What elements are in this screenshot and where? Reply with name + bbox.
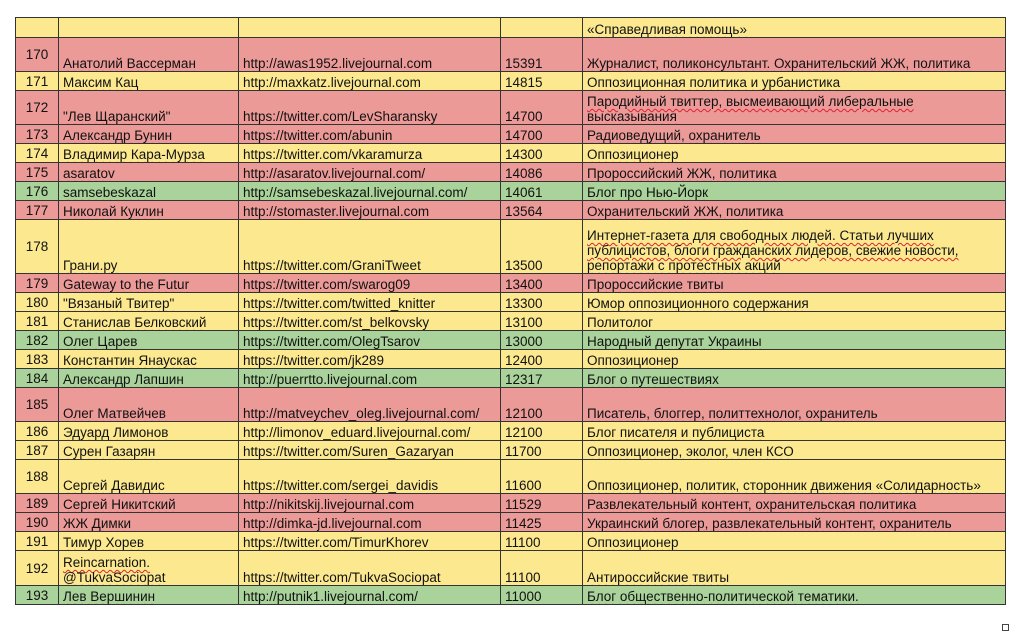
subscribers-cell[interactable]	[501, 422, 583, 441]
description-cell[interactable]	[583, 182, 1006, 201]
name-cell[interactable]	[59, 18, 239, 38]
url-cell[interactable]	[239, 38, 501, 72]
description-cell-text: Радиоведущий, охранитель	[587, 128, 761, 143]
subscribers-cell-text: 13500	[505, 258, 543, 273]
subscribers-cell[interactable]	[501, 220, 583, 274]
spreadsheet	[15, 17, 1006, 605]
table-row	[16, 586, 1006, 605]
table-row	[16, 144, 1006, 163]
subscribers-cell[interactable]	[501, 388, 583, 422]
table-row	[16, 388, 1006, 422]
name-cell[interactable]	[59, 182, 239, 201]
url-cell[interactable]	[239, 312, 501, 331]
row-number-cell-text: 174	[25, 145, 49, 161]
description-cell-text: Юмор оппозиционного содержания	[587, 296, 809, 311]
description-cell-text: Развлекательный контент, охранительская политика	[587, 497, 917, 512]
subscribers-cell-text: 11100	[505, 535, 541, 550]
subscribers-cell-text: 13564	[505, 204, 543, 219]
url-cell[interactable]	[239, 220, 501, 274]
row-number-cell[interactable]	[16, 513, 59, 532]
subscribers-cell[interactable]	[501, 460, 583, 494]
row-number-cell[interactable]	[16, 551, 59, 586]
url-cell-text: https://twitter.com/Suren_Gazaryan	[243, 444, 454, 459]
name-cell-text: Сергей Никитский	[63, 497, 176, 512]
subscribers-cell-text: 13100	[505, 315, 543, 330]
url-cell[interactable]	[239, 388, 501, 422]
subscribers-cell[interactable]	[501, 513, 583, 532]
row-number-cell[interactable]	[16, 144, 59, 163]
subscribers-cell[interactable]	[501, 163, 583, 182]
subscribers-cell[interactable]	[501, 532, 583, 551]
url-cell[interactable]	[239, 182, 501, 201]
name-cell[interactable]	[59, 220, 239, 274]
name-cell-text: Станислав Белковский	[63, 315, 207, 330]
row-number-cell[interactable]	[16, 182, 59, 201]
table-row	[16, 350, 1006, 369]
row-number-cell-text: 191	[25, 533, 49, 549]
description-cell[interactable]	[583, 163, 1006, 182]
subscribers-cell[interactable]	[501, 312, 583, 331]
table-row	[16, 125, 1006, 144]
name-cell[interactable]	[59, 201, 239, 220]
url-cell-text: https://twitter.com/st_belkovsky	[243, 315, 430, 330]
row-number-cell[interactable]	[16, 369, 59, 388]
description-cell-text: Журналист, поликонсультант. Охранительский ЖЖ, политика	[587, 56, 971, 71]
name-cell[interactable]	[59, 422, 239, 441]
description-cell-text: Пророссийский ЖЖ, политика	[587, 166, 777, 181]
subscribers-cell[interactable]	[501, 125, 583, 144]
name-cell-text: Александр Лапшин	[63, 372, 184, 387]
row-number-cell-text: 173	[25, 126, 49, 142]
url-cell-text: http://putnik1.livejournal.com/	[243, 589, 418, 604]
name-cell-text: Reincarnation. @TukvaSociopat	[63, 555, 166, 585]
row-number-cell[interactable]	[16, 163, 59, 182]
row-number-cell[interactable]	[16, 350, 59, 369]
row-number-cell-text: 171	[25, 73, 49, 89]
description-cell-text: Политолог	[587, 315, 654, 330]
table-row	[16, 312, 1006, 331]
name-cell[interactable]	[59, 441, 239, 460]
subscribers-cell-text: 15391	[505, 56, 543, 71]
description-cell-text: Охранительский ЖЖ, политика	[587, 204, 784, 219]
name-cell-text: samsebeskazal	[63, 185, 157, 200]
subscribers-cell-text: 14061	[505, 185, 543, 200]
row-number-cell[interactable]	[16, 38, 59, 72]
description-cell-text: Оппозиционер, политик, сторонник движения «Солидарность»	[587, 478, 981, 493]
name-cell[interactable]	[59, 369, 239, 388]
row-number-cell-text: 192	[25, 560, 49, 576]
row-number-cell[interactable]	[16, 494, 59, 513]
url-cell[interactable]	[239, 144, 501, 163]
row-number-cell-text: 189	[25, 495, 49, 511]
row-number-cell[interactable]	[16, 388, 59, 422]
description-cell-text: Оппозиционер, эколог, член КСО	[587, 444, 794, 459]
table-row	[16, 441, 1006, 460]
subscribers-cell[interactable]	[501, 369, 583, 388]
url-cell[interactable]	[239, 441, 501, 460]
row-number-cell-text: 185	[25, 397, 49, 412]
description-cell[interactable]	[583, 441, 1006, 460]
row-number-cell[interactable]	[16, 441, 59, 460]
url-cell[interactable]	[239, 460, 501, 494]
subscribers-cell-text: 14815	[505, 75, 543, 90]
url-cell-text: http://samsebeskazal.livejournal.com/	[243, 185, 468, 200]
name-cell-text: Эдуард Лимонов	[63, 425, 169, 440]
row-number-cell[interactable]	[16, 72, 59, 91]
bloggers-table	[15, 17, 1006, 605]
row-number-cell-text: 182	[25, 332, 49, 348]
subscribers-cell-text: 11700	[505, 444, 542, 459]
url-cell[interactable]	[239, 201, 501, 220]
table-row	[16, 422, 1006, 441]
url-cell[interactable]	[239, 586, 501, 605]
name-cell[interactable]	[59, 144, 239, 163]
subscribers-cell[interactable]	[501, 441, 583, 460]
row-number-cell[interactable]	[16, 532, 59, 551]
description-cell-text: Блог о путешествиях	[587, 372, 719, 387]
subscribers-cell-text: 13000	[505, 334, 543, 349]
url-cell-text: http://matveychev_oleg.livejournal.com/	[243, 406, 480, 421]
url-cell-text: https://twitter.com/twitted_knitter	[243, 296, 436, 311]
name-cell[interactable]	[59, 551, 239, 586]
table-row	[16, 513, 1006, 532]
table-row	[16, 182, 1006, 201]
description-cell[interactable]	[583, 312, 1006, 331]
description-cell-text: Народный депутат Украины	[587, 334, 762, 349]
description-cell-text: Оппозиционер	[587, 535, 679, 550]
subscribers-cell-text: 14700	[505, 109, 543, 124]
description-cell[interactable]	[583, 331, 1006, 350]
row-number-cell-text: 190	[25, 514, 49, 530]
name-cell[interactable]	[59, 513, 239, 532]
row-number-cell-text: 183	[25, 351, 49, 367]
table-row	[16, 369, 1006, 388]
name-cell[interactable]	[59, 331, 239, 350]
name-cell-text: Тимур Хорев	[63, 535, 145, 550]
url-cell[interactable]	[239, 125, 501, 144]
row-number-cell[interactable]	[16, 422, 59, 441]
table-row	[16, 494, 1006, 513]
table-row	[16, 274, 1006, 293]
row-number-cell[interactable]	[16, 220, 59, 274]
row-number-cell[interactable]	[16, 331, 59, 350]
resize-handle[interactable]	[1002, 624, 1009, 631]
table-row	[16, 18, 1006, 38]
description-cell[interactable]	[583, 72, 1006, 91]
table-row	[16, 163, 1006, 182]
subscribers-cell[interactable]	[501, 72, 583, 91]
subscribers-cell-text: 12317	[505, 372, 543, 387]
subscribers-cell-text: 12100	[505, 425, 543, 440]
url-cell-text: https://twitter.com/LevSharansky	[243, 109, 438, 124]
url-cell-text: https://twitter.com/GraniTweet	[243, 258, 421, 273]
name-cell-text: Грани.ру	[63, 258, 118, 273]
table-row	[16, 38, 1006, 72]
row-number-cell[interactable]	[16, 201, 59, 220]
url-cell[interactable]	[239, 350, 501, 369]
row-number-cell-text: 176	[25, 183, 49, 199]
name-cell[interactable]	[59, 72, 239, 91]
subscribers-cell-text: 11600	[505, 478, 542, 493]
name-cell[interactable]	[59, 494, 239, 513]
row-number-cell-text: 175	[25, 164, 49, 180]
subscribers-cell[interactable]	[501, 293, 583, 312]
description-cell[interactable]	[583, 586, 1006, 605]
description-cell[interactable]	[583, 532, 1006, 551]
name-cell[interactable]	[59, 586, 239, 605]
subscribers-cell[interactable]	[501, 91, 583, 125]
url-cell[interactable]	[239, 551, 501, 586]
subscribers-cell[interactable]	[501, 331, 583, 350]
name-cell-text: Николай Куклин	[63, 204, 164, 219]
description-cell[interactable]	[583, 201, 1006, 220]
table-row	[16, 331, 1006, 350]
name-cell-text: "Лев Щаранский"	[63, 109, 171, 124]
description-cell-text: Оппозиционер	[587, 147, 679, 162]
url-cell-text: http://awas1952.livejournal.com	[243, 56, 433, 71]
subscribers-cell[interactable]	[501, 586, 583, 605]
name-cell-text: Анатолий Вассерман	[63, 56, 196, 71]
name-cell[interactable]	[59, 293, 239, 312]
description-cell-text: Оппозиционная политика и урбанистика	[587, 75, 841, 90]
url-cell-text: https://twitter.com/sergei_davidis	[243, 478, 439, 493]
description-cell-text: Блог общественно-политической тематики.	[587, 589, 859, 604]
description-cell[interactable]	[583, 350, 1006, 369]
subscribers-cell-text: 11100	[505, 570, 541, 585]
description-cell[interactable]	[583, 460, 1006, 494]
row-number-cell-text: 170	[25, 47, 49, 62]
url-cell-text: https://twitter.com/TukvaSociopat	[243, 570, 441, 585]
name-cell-text: Gateway to the Futur	[63, 277, 190, 292]
url-cell[interactable]	[239, 18, 501, 38]
description-cell-text: Пророссийские твиты	[587, 277, 724, 292]
url-cell-text: https://twitter.com/swarog09	[243, 277, 411, 292]
url-cell[interactable]	[239, 422, 501, 441]
url-cell-text: https://twitter.com/OlegTsarov	[243, 334, 421, 349]
description-cell[interactable]	[583, 144, 1006, 163]
description-cell[interactable]	[583, 125, 1006, 144]
description-cell[interactable]	[583, 220, 1006, 274]
table-row	[16, 551, 1006, 586]
description-cell-text: Писатель, блоггер, политтехнолог, охранитель	[587, 406, 878, 421]
name-cell-text: Александр Бунин	[63, 128, 173, 143]
description-cell[interactable]	[583, 18, 1006, 38]
subscribers-cell-text: 11425	[505, 516, 542, 531]
subscribers-cell[interactable]	[501, 182, 583, 201]
description-cell[interactable]	[583, 388, 1006, 422]
subscribers-cell-text: 14086	[505, 166, 543, 181]
name-cell[interactable]	[59, 312, 239, 331]
name-cell[interactable]	[59, 388, 239, 422]
url-cell-text: https://twitter.com/abunin	[243, 128, 393, 143]
description-cell-text: Блог писателя и публициста	[587, 425, 765, 440]
url-cell[interactable]	[239, 331, 501, 350]
subscribers-cell[interactable]	[501, 551, 583, 586]
url-cell-text: http://nikitskij.livejournal.com	[243, 497, 415, 512]
subscribers-cell[interactable]	[501, 18, 583, 38]
url-cell-text: http://asaratov.livejournal.com/	[243, 166, 426, 181]
subscribers-cell[interactable]	[501, 350, 583, 369]
row-number-cell-text: 188	[25, 469, 49, 484]
row-number-cell-text: 179	[25, 275, 49, 291]
url-cell[interactable]	[239, 532, 501, 551]
description-cell-text: Блог про Нью-Йорк	[587, 185, 709, 200]
table-row	[16, 293, 1006, 312]
subscribers-cell-text: 11000	[505, 589, 542, 604]
name-cell-text: Сергей Давидис	[63, 478, 165, 493]
subscribers-cell-text: 14700	[505, 128, 543, 143]
name-cell-text: ЖЖ Димки	[63, 516, 132, 531]
url-cell-text: http://maxkatz.livejournal.com	[243, 75, 421, 90]
row-number-cell-text: 186	[25, 423, 49, 439]
name-cell-text: Олег Матвейчев	[63, 406, 166, 421]
row-number-cell-text: 172	[25, 100, 49, 115]
name-cell-text: Владимир Кара-Мурза	[63, 147, 205, 162]
url-cell-text: http://stomaster.livejournal.com	[243, 204, 430, 219]
url-cell[interactable]	[239, 494, 501, 513]
url-cell[interactable]	[239, 369, 501, 388]
row-number-cell[interactable]	[16, 293, 59, 312]
row-number-cell-text: 193	[25, 587, 49, 603]
table-row	[16, 91, 1006, 125]
description-cell[interactable]	[583, 494, 1006, 513]
description-cell-text: Оппозиционер	[587, 353, 679, 368]
description-cell-text: Интернет-газета для свободных людей. Статьи лучших публицистов, блоги гражданских лидеров, свежие новости, репортажи с протестных акций	[587, 228, 959, 273]
description-cell[interactable]	[583, 369, 1006, 388]
description-cell-text: «Справедливая помощь»	[587, 22, 747, 37]
name-cell[interactable]	[59, 532, 239, 551]
url-cell[interactable]	[239, 293, 501, 312]
url-cell[interactable]	[239, 513, 501, 532]
row-number-cell[interactable]	[16, 586, 59, 605]
subscribers-cell-text: 12400	[505, 353, 543, 368]
url-cell-text: http://puerrtto.livejournal.com	[243, 372, 418, 387]
name-cell-text: Олег Царев	[63, 334, 138, 349]
description-cell-text: Украинский блогер, развлекательный контент, охранитель	[587, 516, 952, 531]
url-cell-text: http://dimka-jd.livejournal.com	[243, 516, 422, 531]
subscribers-cell-text: 13400	[505, 277, 543, 292]
subscribers-cell-text: 13300	[505, 296, 543, 311]
url-cell-text: https://twitter.com/vkaramurza	[243, 147, 423, 162]
row-number-cell[interactable]	[16, 91, 59, 125]
table-row	[16, 72, 1006, 91]
url-cell[interactable]	[239, 274, 501, 293]
table-row	[16, 532, 1006, 551]
description-cell-text: Пародийный твиттер, высмеивающий либеральные высказывания	[587, 94, 914, 124]
subscribers-cell[interactable]	[501, 494, 583, 513]
row-number-cell-text: 184	[25, 370, 49, 386]
row-number-cell[interactable]	[16, 125, 59, 144]
url-cell-text: http://limonov_eduard.livejournal.com/	[243, 425, 471, 440]
description-cell[interactable]	[583, 293, 1006, 312]
description-cell[interactable]	[583, 38, 1006, 72]
row-number-cell-text: 187	[25, 442, 49, 458]
name-cell[interactable]	[59, 38, 239, 72]
row-number-cell-text: 178	[25, 239, 49, 254]
description-cell[interactable]	[583, 551, 1006, 586]
name-cell[interactable]	[59, 163, 239, 182]
table-row	[16, 220, 1006, 274]
url-cell-text: https://twitter.com/TimurKhorev	[243, 535, 429, 550]
subscribers-cell[interactable]	[501, 201, 583, 220]
subscribers-cell-text: 11529	[505, 497, 542, 512]
url-cell[interactable]	[239, 91, 501, 125]
subscribers-cell-text: 12100	[505, 406, 543, 421]
url-cell[interactable]	[239, 72, 501, 91]
description-cell[interactable]	[583, 91, 1006, 125]
subscribers-cell[interactable]	[501, 144, 583, 163]
description-cell[interactable]	[583, 274, 1006, 293]
table-row	[16, 201, 1006, 220]
name-cell[interactable]	[59, 274, 239, 293]
name-cell[interactable]	[59, 460, 239, 494]
name-cell-text: Лев Вершинин	[63, 589, 156, 604]
name-cell-text: Сурен Газарян	[63, 444, 156, 459]
subscribers-cell-text: 14300	[505, 147, 543, 162]
name-cell[interactable]	[59, 125, 239, 144]
description-cell[interactable]	[583, 422, 1006, 441]
row-number-cell[interactable]	[16, 312, 59, 331]
name-cell[interactable]	[59, 91, 239, 125]
url-cell[interactable]	[239, 163, 501, 182]
subscribers-cell[interactable]	[501, 38, 583, 72]
name-cell-text: asaratov	[63, 166, 115, 181]
description-cell[interactable]	[583, 513, 1006, 532]
row-number-cell[interactable]	[16, 460, 59, 494]
row-number-cell-text: 177	[25, 202, 49, 218]
name-cell[interactable]	[59, 350, 239, 369]
subscribers-cell[interactable]	[501, 274, 583, 293]
row-number-cell-text: 181	[25, 313, 49, 329]
url-cell-text: https://twitter.com/jk289	[243, 353, 385, 368]
table-row	[16, 460, 1006, 494]
row-number-cell[interactable]	[16, 18, 59, 38]
name-cell-text: Константин Янаускас	[63, 353, 197, 368]
name-cell-text: "Вязаный Твитер"	[63, 296, 175, 311]
name-cell-text: Максим Кац	[63, 75, 139, 90]
row-number-cell-text: 180	[25, 294, 49, 310]
description-cell-text: Антироссийские твиты	[587, 570, 730, 585]
row-number-cell[interactable]	[16, 274, 59, 293]
